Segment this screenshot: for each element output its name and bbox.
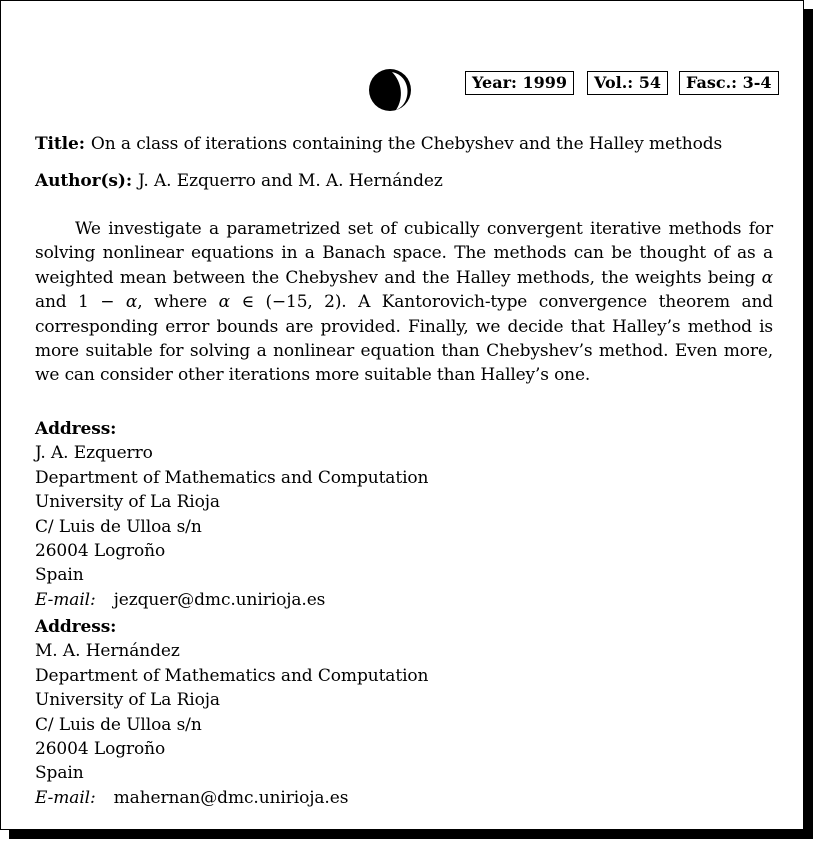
volume-badge: Vol.: 54 [587,71,668,95]
address-city: 26004 Logroño [35,541,166,562]
abstract-text-3: , where [137,292,219,313]
title-label: Title: [35,134,85,154]
address-name: M. A. Hernández [35,641,180,662]
address-street: C/ Luis de Ulloa s/n [35,714,202,735]
address-email-line [35,588,428,612]
address-block-1 [35,417,428,612]
address-university: University of La Rioja [35,690,220,711]
abstract-text-2: and 1 − [35,292,126,313]
address-label: Address: [35,419,117,439]
address-country: Spain [35,763,84,784]
abstract-math-alpha-2: α [125,292,138,313]
email-address[interactable]: jezquer@dmc.unirioja.es [113,589,326,610]
article-authors: J. A. Ezquerro and M. A. Hernández [138,171,443,191]
journal-logo-icon [368,68,412,112]
title-line [35,134,722,154]
address-street: C/ Luis de Ulloa s/n [35,516,202,537]
address-country: Spain [35,565,84,586]
address-department: Department of Mathematics and Computation [35,467,429,488]
address-name: J. A. Ezquerro [35,443,153,464]
address-university: University of La Rioja [35,492,220,513]
email-label: E-mail: [35,787,96,808]
address-city: 26004 Logroño [35,739,166,760]
abstract-text-1: We investigate a parametrized set of cubically convergent iterative methods for solving nonlinear equations in a Banach space. The methods can be thought of as a weighted mean between the Chebyshev and the Halley methods, the weights being [35,219,773,288]
year-badge: Year: 1999 [465,71,574,95]
address-label: Address: [35,617,117,637]
address-department: Department of Mathematics and Computation [35,665,429,686]
abstract-text-4: ∈ (−15, 2). A Kantorovich-type convergence theorem and corresponding error bounds are provided. Finally, we decide that Halley’s method is more suitable for solving a nonlinear equation than Chebyshev’s method. Even more, we can consider other iterations more suitable than Halley’s one. [35,292,773,386]
abstract-math-alpha-3: α [218,292,230,313]
email-address[interactable]: mahernan@dmc.unirioja.es [113,787,349,808]
email-label: E-mail: [35,589,96,610]
abstract [35,217,773,388]
abstract-math-alpha-1: α [761,267,773,288]
author-line [35,171,443,191]
fascicle-badge: Fasc.: 3-4 [679,71,779,95]
address-email-line [35,786,428,810]
article-title: On a class of iterations containing the Chebyshev and the Halley methods [90,134,723,154]
authors-label: Author(s): [35,171,132,191]
address-block-2 [35,615,428,810]
